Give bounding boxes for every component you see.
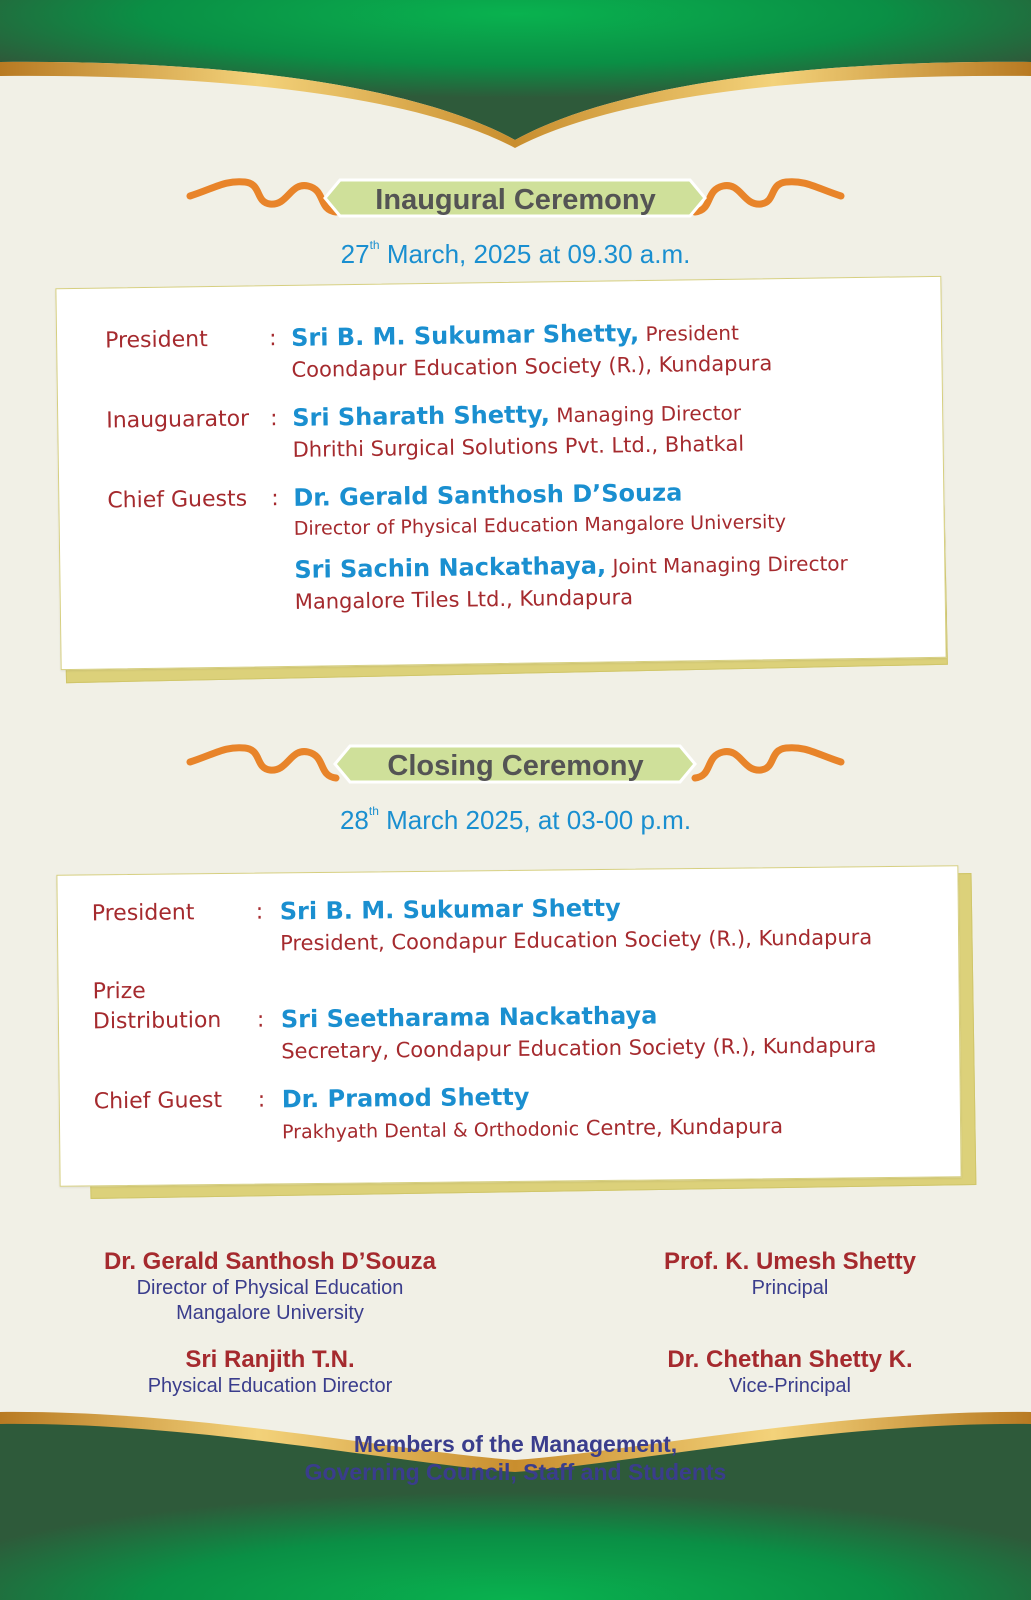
inaugural-row-president: President : Sri B. M. Sukumar Shetty, President Coondapur Education Society (R.), Kundapura [104,319,773,382]
inaugural-title: Inaugural Ceremony [375,184,656,216]
inaugural-row-inauguarator: Inauguarator : Sri Sharath Shetty, Managing Director Dhrithi Surgical Solutions Pvt. Ltd., Bhatkal [106,400,745,462]
closing-row-chief-guest: Chief Guest : Dr. Pramod Shetty Prakhyath Dental & Orthodonic Centre, Kundapura [93,1082,784,1144]
inaugural-row-chief-guest-2: Sri Sachin Nackathaya, Joint Managing Director Mangalore Tiles Ltd., Kundapura [294,551,848,614]
organiser-principal: Prof. K. Umesh Shetty Principal [663,1248,917,1299]
inaugural-card [55,276,946,670]
inaugural-row-chief-guests: Chief Guests : Dr. Gerald Santhosh D’Souza Director of Physical Education Mangalore University [107,478,787,540]
inaugural-date: 27th March, 2025 at 09.30 a.m. [340,238,691,269]
closing-row-prize-distribution: Prize Distribution : Sri Seetharama Nackathaya Secretary, Coondapur Education Society (R.), Kundapura [92,978,877,1064]
inaugural-heading [0,168,1031,248]
closing-heading [0,734,1031,814]
closing-title: Closing Ceremony [387,750,644,782]
organiser-vice-principal: Dr. Chethan Shetty K. Vice-Principal [667,1346,913,1397]
closing-date: 28th March 2025, at 03-00 p.m. [339,804,692,835]
closing-card [56,865,961,1186]
top-green-banner [0,0,1031,150]
bottom-green-banner [0,1390,1031,1600]
organiser-pe-director: Sri Ranjith T.N. Physical Education Director [147,1346,393,1397]
footer-members: Members of the Management, Governing Council, Staff and Students [304,1431,727,1485]
closing-row-president: President : Sri B. M. Sukumar Shetty President, Coondapur Education Society (R.), Kundapura [91,893,873,956]
organiser-director-pe: Dr. Gerald Santhosh D’Souza Director of Physical Education Mangalore University [103,1248,437,1324]
